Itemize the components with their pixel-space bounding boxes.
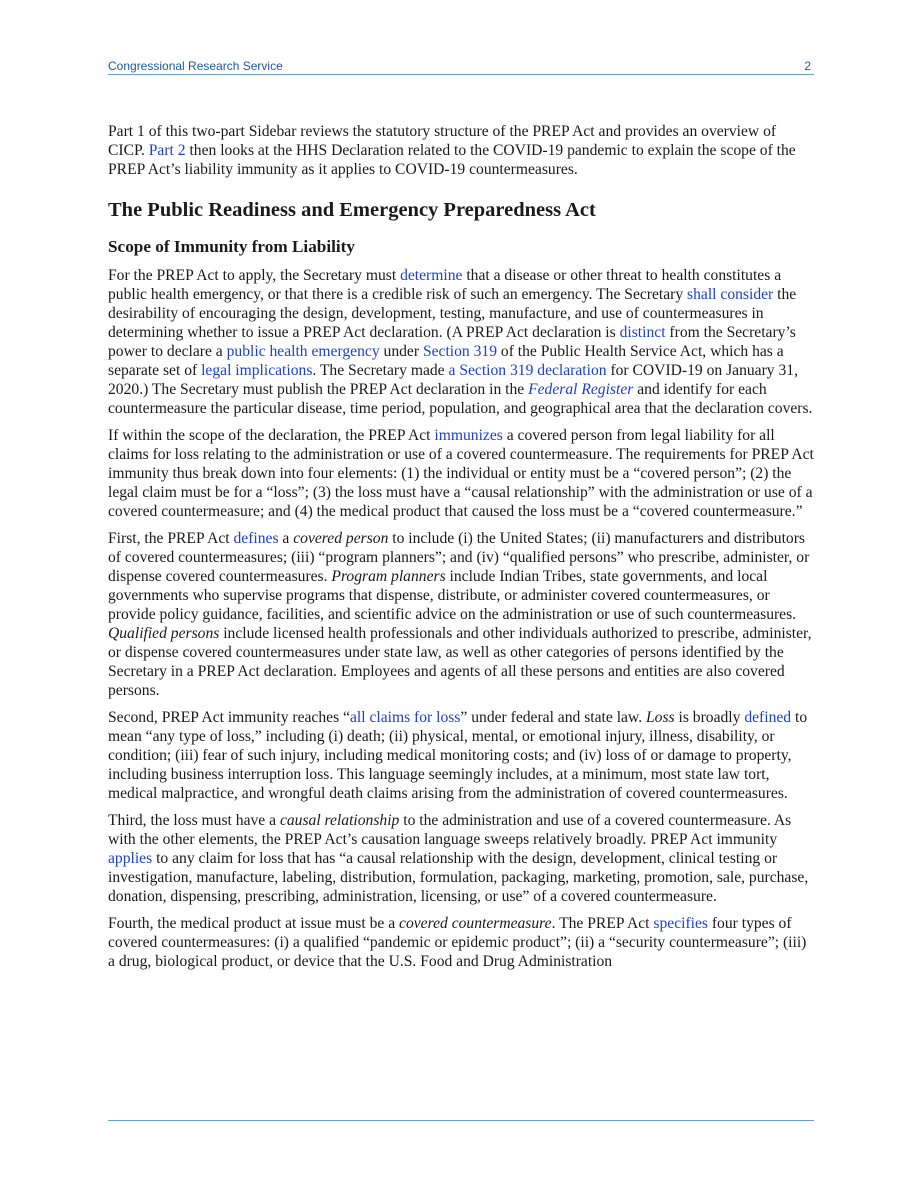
defines-link[interactable]: defines <box>233 530 279 547</box>
paragraph-covered-person: First, the PREP Act defines a covered person to include (i) the United States; (ii) manufacturers and distributors of covered countermeasures; (iii) “program planners”; and (iv) “qualified persons” who prescribe, administer, or dispense covered countermeasures. Program planners include Indian Tribes, state governments, and local governments who supervise programs that dispense, distribute, or administer covered countermeasures, or provide policy guidance, facilities, and scientific advice on the administration or use of such countermeasures. Qualified persons include licensed health professionals and other individuals authorized to prescribe, administer, or dispense covered countermeasures under state law, as well as other categories of persons identified by the Secretary in a PREP Act declaration. Employees and agents of all these persons and entities are also covered persons. <box>108 530 812 699</box>
running-header <box>108 58 814 75</box>
paragraph-loss: Second, PREP Act immunity reaches “all claims for loss” under federal and state law. Loss is broadly defined to mean “any type of loss,” including (i) death; (ii) physical, mental, or emotional injury, illness, disability, or condition; (iii) fear of such injury, including medical monitoring costs; and (iv) loss of or damage to property, including business interruption loss. This language seemingly includes, at a minimum, most state law tort, medical malpractice, and wrongful death claims arising from the administration of covered countermeasures. <box>108 709 808 802</box>
section-319-link[interactable]: Section 319 <box>422 343 498 360</box>
section-heading: The Public Readiness and Emergency Preparedness Act <box>108 199 596 221</box>
paragraph-declaration: For the PREP Act to apply, the Secretary must determine that a disease or other threat to health constitutes a public health emergency, or that there is a credible risk of such an emergency. The Secretary shall consider the desirability of encouraging the design, development, testing, manufacture, and use of countermeasures in determining whether to issue a PREP Act declaration. (A PREP Act declaration is distinct from the Secretary’s power to declare a public health emergency under Section 319 of the Public Health Service Act, which has a separate set of legal implications. The Secretary made a Section 319 declaration for COVID-19 on January 31, 2020.) The Secretary must publish the PREP Act declaration in the Federal Register and identify for each countermeasure the particular disease, time period, population, and geographical area that the declaration covers. <box>108 267 813 417</box>
shall-consider-link[interactable]: shall consider <box>687 286 774 303</box>
federal-register-link[interactable]: Federal Register <box>528 381 634 398</box>
document-body <box>108 122 814 979</box>
paragraph-immunity-elements: If within the scope of the declaration, the PREP Act immunizes a covered person from legal liability for all claims for loss relating to the administration or use of a covered countermeasure. The requirements for PREP Act immunity thus break down into four elements: (1) the individual or entity must be a “covered person”; (2) the legal claim must be for a “loss”; (3) the loss must have a “causal relationship” with the administration or use of a covered countermeasure; and (4) the medical product that caused the loss must be a “covered countermeasure.” <box>108 427 814 520</box>
all-claims-for-loss-link[interactable]: all claims for loss <box>349 709 461 726</box>
legal-implications-link[interactable]: legal implications <box>201 362 313 379</box>
header-source: Congressional Research Service <box>108 59 283 73</box>
header-rule <box>108 74 814 75</box>
defined-link[interactable]: defined <box>744 709 792 726</box>
specifies-link[interactable]: specifies <box>653 915 708 932</box>
paragraph-covered-countermeasure: Fourth, the medical product at issue must be a covered countermeasure. The PREP Act specifies four types of covered countermeasures: (i) a qualified “pandemic or epidemic product”; (ii) a “security countermeasure”; (iii) a drug, biological product, or device that the U.S. Food and Drug Administration <box>108 915 807 970</box>
public-health-emergency-link[interactable]: public health emergency <box>226 343 380 360</box>
paragraph-causal-relationship: Third, the loss must have a causal relationship to the administration and use of a covered countermeasure. As with the other elements, the PREP Act’s causation language sweeps relatively broadly. PREP Act immunity applies to any claim for loss that has “a causal relationship with the design, development, clinical testing or investigation, manufacture, labeling, distribution, formulation, packaging, marketing, promotion, sale, purchase, donation, dispensing, prescribing, administration, licensing, or use” of a covered countermeasure. <box>108 812 809 905</box>
footer-rule <box>108 1120 814 1121</box>
section-319-declaration-link[interactable]: a Section 319 declaration <box>448 362 607 379</box>
immunizes-link[interactable]: immunizes <box>434 427 503 444</box>
distinct-link[interactable]: distinct <box>619 324 666 341</box>
subsection-heading: Scope of Immunity from Liability <box>108 237 355 256</box>
page-number: 2 <box>804 59 811 73</box>
part-2-link[interactable]: Part 2 <box>148 142 186 159</box>
determine-link[interactable]: determine <box>400 267 463 284</box>
intro-paragraph: Part 1 of this two-part Sidebar reviews the statutory structure of the PREP Act and provides an overview of CICP. Part 2 then looks at the HHS Declaration related to the COVID-19 pandemic to explain the scope of the PREP Act’s liability immunity as it applies to COVID-19 countermeasures. <box>108 123 796 178</box>
applies-link[interactable]: applies <box>108 850 153 867</box>
